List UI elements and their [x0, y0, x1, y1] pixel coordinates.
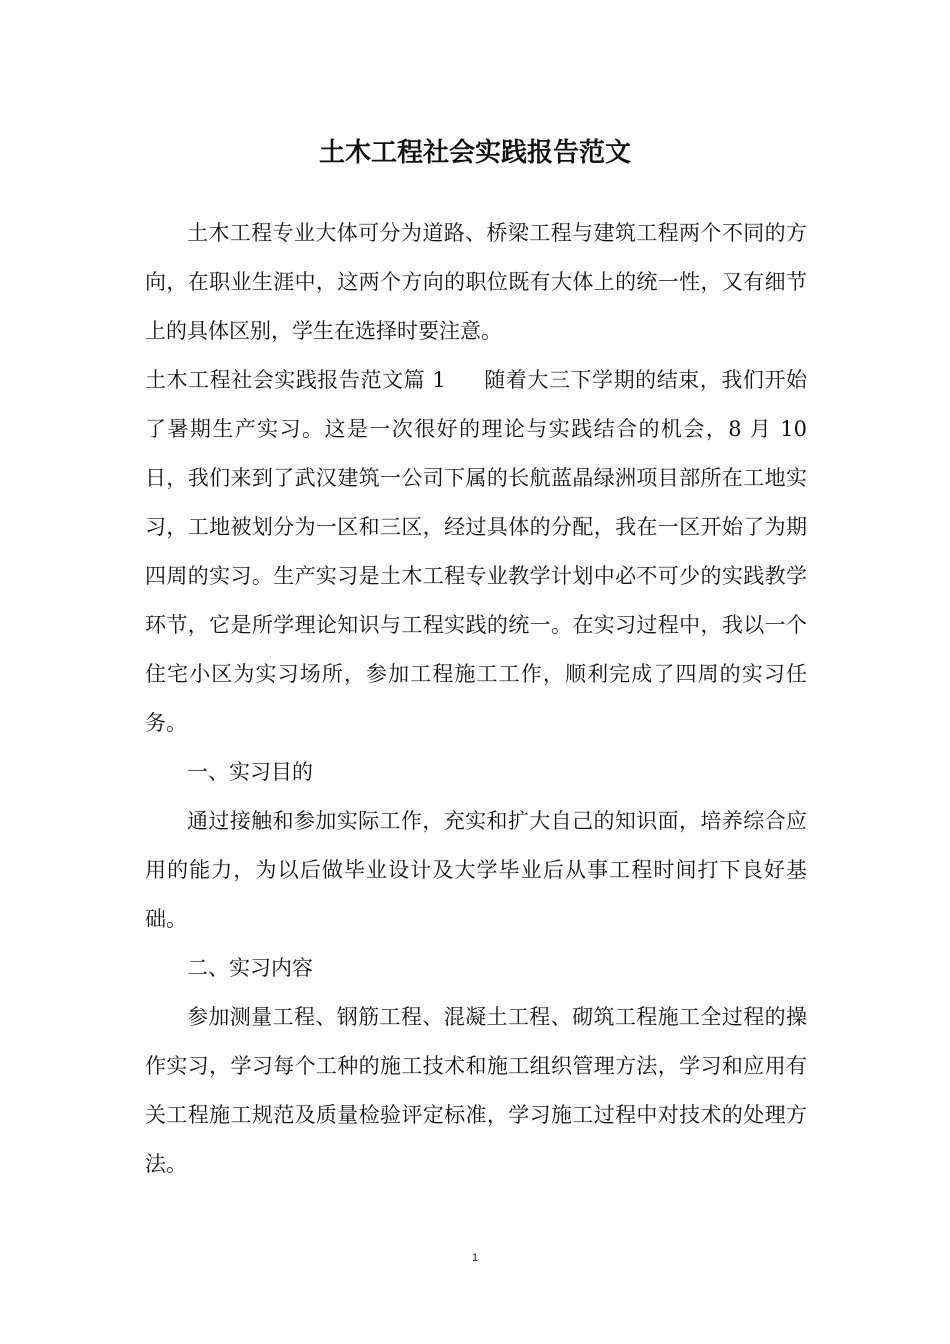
article-heading: 土木工程社会实践报告范文篇 1	[145, 368, 446, 392]
page-number: 1	[471, 1252, 479, 1264]
intro-paragraph: 土木工程专业大体可分为道路、桥梁工程与建筑工程两个不同的方向，在职业生涯中，这两个方向的职位既有大体上的统一性，又有细节上的具体区别，学生在选择时要注意。	[145, 221, 807, 343]
document-title: 土木工程社会实践报告范文	[318, 138, 631, 168]
section1-paragraph: 通过接触和参加实际工作，充实和扩大自己的知识面，培养综合应用的能力，为以后做毕业设计及大学毕业后从事工程时间打下良好基础。	[145, 809, 807, 931]
document-body	[145, 209, 807, 1189]
article-paragraph	[145, 356, 807, 748]
section1-heading: 一、实习目的	[187, 760, 313, 784]
article-body: 随着大三下学期的结束，我们开始了暑期生产实习。这是一次很好的理论与实践结合的机会，8 月 10 日，我们来到了武汉建筑一公司下属的长航蓝晶绿洲项目部所在工地实习，工地被划分为一区和三区，经过具体的分配，我在一区开始了为期四周的实习。生产实习是土木工程专业教学计划中必不可少的实践教学环节，它是所学理论知识与工程实践的统一。在实习过程中，我以一个住宅小区为实习场所，参加工程施工工作，顺利完成了四周的实习任务。	[145, 368, 808, 735]
section2-paragraph: 参加测量工程、钢筋工程、混凝土工程、砌筑工程施工全过程的操作实习，学习每个工种的施工技术和施工组织管理方法，学习和应用有关工程施工规范及质量检验评定标准，学习施工过程中对技术的处理方法。	[145, 1005, 807, 1176]
section2-heading: 二、实习内容	[187, 956, 313, 980]
